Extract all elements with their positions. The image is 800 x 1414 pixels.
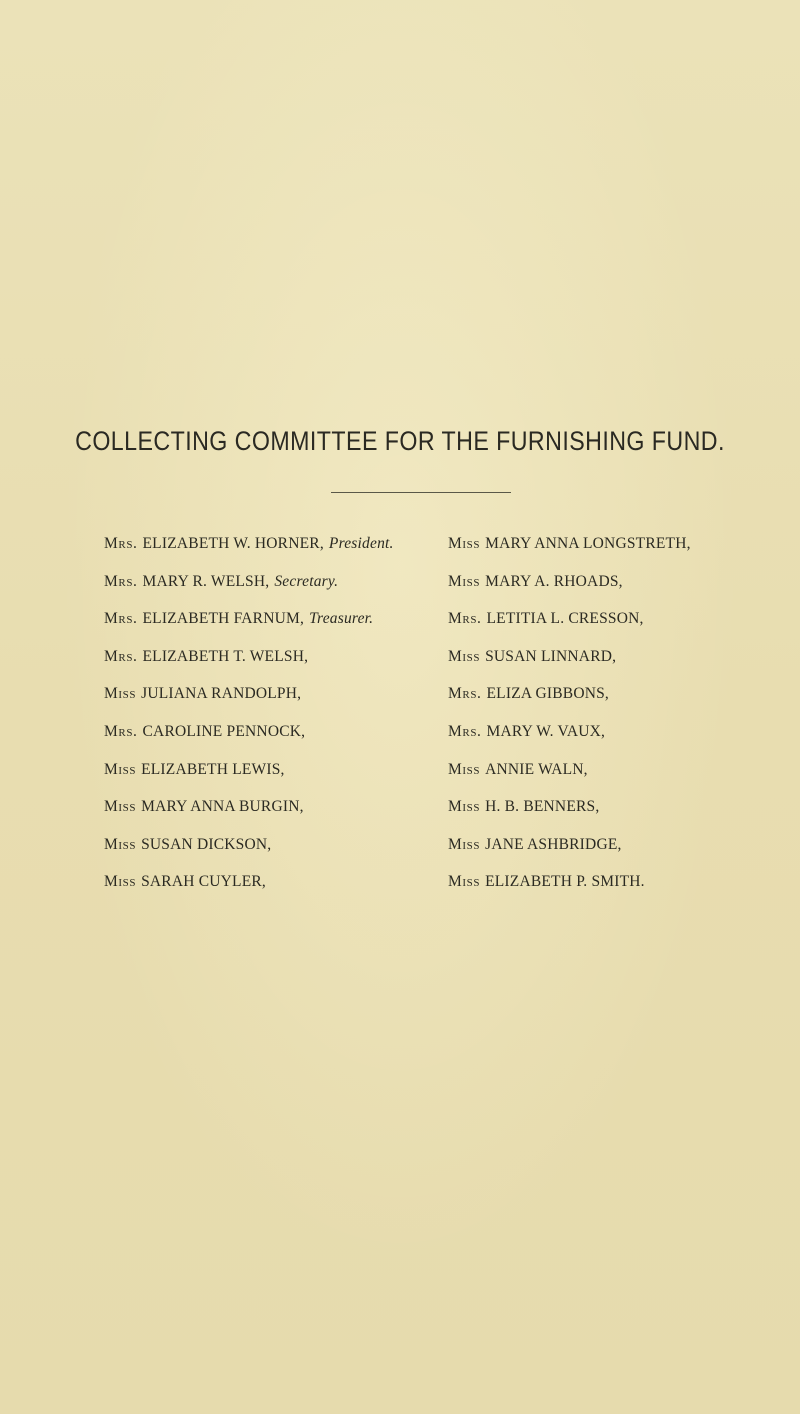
member-role: Treasurer.	[309, 610, 374, 628]
member-name: H. B. BENNERS,	[485, 798, 600, 816]
member-role: President.	[328, 535, 394, 552]
member-honorific: Mrs.	[104, 572, 138, 590]
member-entry	[448, 535, 691, 573]
member-name: SUSAN LINNARD,	[485, 647, 617, 665]
member-honorific: Miss	[448, 535, 481, 552]
member-honorific: Mrs.	[448, 610, 482, 628]
member-name: MARY A. RHOADS,	[485, 572, 623, 590]
member-name: ELIZA GIBBONS,	[486, 685, 610, 703]
member-entry	[104, 836, 394, 874]
member-entry	[448, 836, 691, 874]
member-honorific: Mrs.	[104, 722, 138, 740]
member-honorific: Miss	[448, 798, 481, 816]
page-title: COLLECTING COMMITTEE FOR THE FURNISHING FUND.	[75, 426, 725, 456]
member-name: SARAH CUYLER,	[141, 873, 266, 891]
title-divider	[331, 492, 511, 493]
member-name: MARY W. VAUX,	[486, 722, 606, 740]
member-entry	[104, 873, 394, 911]
member-honorific: Miss	[448, 835, 481, 853]
member-honorific: Miss	[448, 873, 481, 891]
member-name: LETITIA L. CRESSON,	[486, 610, 644, 628]
member-entry	[104, 798, 394, 836]
member-name: SUSAN DICKSON,	[141, 835, 272, 853]
member-entry	[448, 761, 691, 799]
member-entry	[448, 873, 691, 911]
member-honorific: Mrs.	[104, 647, 138, 665]
member-entry	[104, 610, 394, 648]
member-honorific: Miss	[104, 760, 137, 778]
member-name: ELIZABETH W. HORNER,	[142, 535, 324, 552]
member-name: CAROLINE PENNOCK,	[142, 722, 306, 740]
member-name: MARY ANNA LONGSTRETH,	[485, 535, 691, 552]
member-name: MARY R. WELSH,	[142, 572, 270, 590]
member-name: ANNIE WALN,	[485, 760, 588, 778]
member-entry	[104, 535, 394, 573]
member-entry	[448, 723, 691, 761]
member-name: ELIZABETH LEWIS,	[141, 760, 285, 778]
member-entry	[448, 648, 691, 686]
member-honorific: Miss	[104, 685, 137, 703]
member-entry	[104, 573, 394, 611]
member-entry	[448, 573, 691, 611]
right-member-column	[448, 535, 691, 911]
member-name: MARY ANNA BURGIN,	[141, 798, 304, 816]
member-honorific: Mrs.	[104, 535, 138, 552]
member-honorific: Miss	[104, 798, 137, 816]
member-honorific: Miss	[448, 760, 481, 778]
member-honorific: Miss	[448, 647, 481, 665]
member-name: JANE ASHBRIDGE,	[485, 835, 622, 853]
member-role: Secretary.	[274, 572, 339, 590]
member-entry	[104, 648, 394, 686]
left-member-column	[104, 535, 394, 911]
member-honorific: Mrs.	[448, 685, 482, 703]
member-entry	[104, 761, 394, 799]
member-honorific: Miss	[104, 835, 137, 853]
member-entry	[448, 685, 691, 723]
member-honorific: Mrs.	[448, 722, 482, 740]
member-name: JULIANA RANDOLPH,	[141, 685, 302, 703]
member-honorific: Miss	[448, 572, 481, 590]
member-name: ELIZABETH T. WELSH,	[142, 647, 309, 665]
member-honorific: Mrs.	[104, 610, 138, 628]
member-entry	[104, 685, 394, 723]
member-entry	[448, 798, 691, 836]
member-entry	[448, 610, 691, 648]
member-name: ELIZABETH FARNUM,	[142, 610, 305, 628]
member-name: ELIZABETH P. SMITH.	[485, 873, 645, 891]
member-entry	[104, 723, 394, 761]
member-honorific: Miss	[104, 873, 137, 891]
